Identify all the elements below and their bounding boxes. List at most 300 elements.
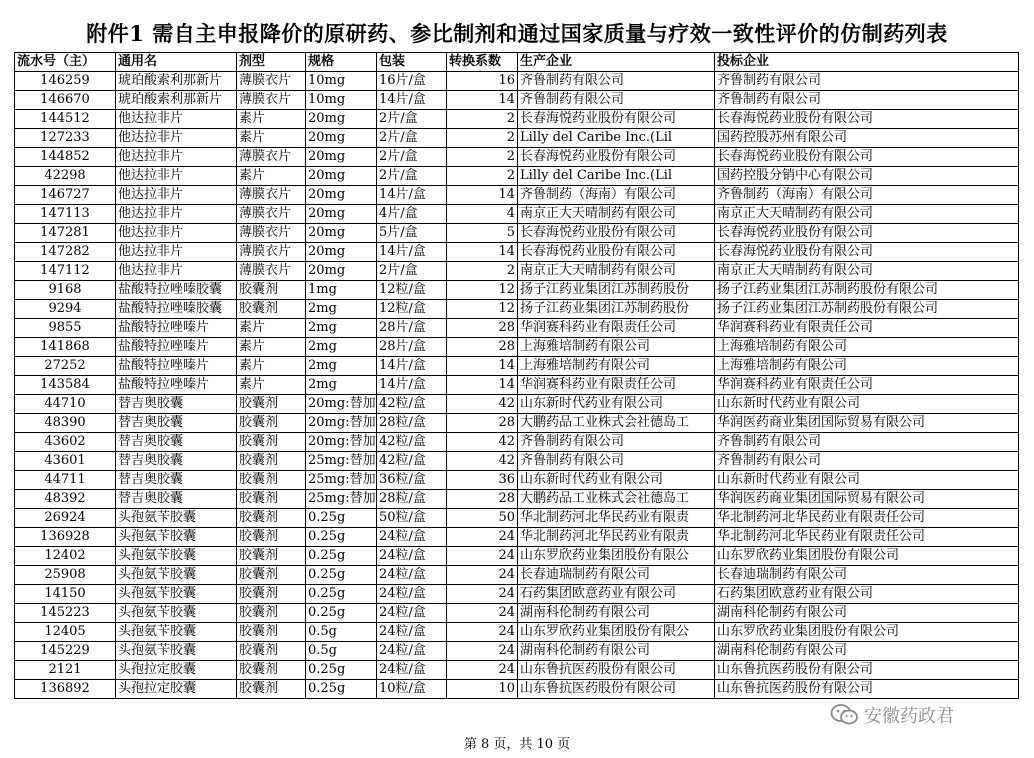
cell-generic-name: 他达拉非片: [116, 262, 237, 281]
col-header-serial: 流水号（主）: [15, 53, 116, 72]
cell-dosage-form: 胶囊剂: [237, 585, 306, 604]
cell-dosage-form: 薄膜衣片: [237, 262, 306, 281]
cell-conversion-factor: 12: [447, 281, 518, 300]
cell-conversion-factor: 10: [447, 680, 518, 699]
cell-serial: 12405: [15, 623, 116, 642]
table-row: [15, 148, 1019, 167]
cell-bidder: 扬子江药业集团江苏制药股份有限公司: [715, 300, 1019, 319]
cell-dosage-form: 素片: [237, 110, 306, 129]
cell-generic-name: 替吉奥胶囊: [116, 490, 237, 509]
cell-generic-name: 他达拉非片: [116, 224, 237, 243]
table-row: [15, 433, 1019, 452]
cell-bidder: 长春迪瑞制药有限公司: [715, 566, 1019, 585]
cell-specification: 20mg: [306, 186, 377, 205]
cell-dosage-form: 胶囊剂: [237, 547, 306, 566]
table-row: [15, 547, 1019, 566]
table-row: [15, 661, 1019, 680]
cell-manufacturer: 齐鲁制药有限公司: [518, 433, 715, 452]
table-row: [15, 376, 1019, 395]
cell-generic-name: 头孢氨苄胶囊: [116, 566, 237, 585]
cell-dosage-form: 素片: [237, 129, 306, 148]
cell-manufacturer: 长春海悦药业股份有限公司: [518, 148, 715, 167]
cell-conversion-factor: 24: [447, 585, 518, 604]
cell-generic-name: 他达拉非片: [116, 110, 237, 129]
cell-generic-name: 头孢拉定胶囊: [116, 661, 237, 680]
cell-serial: 141868: [15, 338, 116, 357]
cell-serial: 9294: [15, 300, 116, 319]
cell-specification: 20mg: [306, 129, 377, 148]
cell-package: 2片/盒: [377, 262, 447, 281]
cell-package: 36粒/盒: [377, 471, 447, 490]
cell-dosage-form: 胶囊剂: [237, 452, 306, 471]
cell-dosage-form: 胶囊剂: [237, 566, 306, 585]
cell-generic-name: 替吉奥胶囊: [116, 414, 237, 433]
cell-manufacturer: 齐鲁制药有限公司: [518, 72, 715, 91]
cell-specification: 0.25g: [306, 547, 377, 566]
cell-conversion-factor: 28: [447, 414, 518, 433]
cell-specification: 1mg: [306, 281, 377, 300]
cell-serial: 143584: [15, 376, 116, 395]
cell-specification: 0.25g: [306, 604, 377, 623]
cell-serial: 48392: [15, 490, 116, 509]
cell-conversion-factor: 24: [447, 566, 518, 585]
cell-dosage-form: 胶囊剂: [237, 300, 306, 319]
col-header-bidder: 投标企业: [715, 53, 1019, 72]
cell-bidder: 山东新时代药业有限公司: [715, 395, 1019, 414]
col-header-generic-name: 通用名: [116, 53, 237, 72]
cell-bidder: 齐鲁制药有限公司: [715, 433, 1019, 452]
cell-manufacturer: 湖南科伦制药有限公司: [518, 604, 715, 623]
cell-generic-name: 盐酸特拉唑嗪片: [116, 338, 237, 357]
table-row: [15, 129, 1019, 148]
cell-generic-name: 替吉奥胶囊: [116, 395, 237, 414]
cell-conversion-factor: 14: [447, 376, 518, 395]
cell-specification: 2mg: [306, 376, 377, 395]
cell-package: 14片/盒: [377, 357, 447, 376]
table-row: [15, 604, 1019, 623]
cell-package: 2片/盒: [377, 129, 447, 148]
cell-generic-name: 盐酸特拉唑嗪胶囊: [116, 281, 237, 300]
cell-manufacturer: 山东罗欣药业集团股份有限公: [518, 547, 715, 566]
cell-dosage-form: 素片: [237, 376, 306, 395]
cell-manufacturer: Lilly del Caribe Inc.(Lil: [518, 167, 715, 186]
col-header-dosage-form: 剂型: [237, 53, 306, 72]
cell-bidder: 山东鲁抗医药股份有限公司: [715, 661, 1019, 680]
cell-serial: 2121: [15, 661, 116, 680]
table-row: [15, 566, 1019, 585]
cell-generic-name: 头孢氨苄胶囊: [116, 528, 237, 547]
table-row: [15, 338, 1019, 357]
cell-manufacturer: 齐鲁制药有限公司: [518, 452, 715, 471]
watermark-text: 安徽药政君: [864, 706, 954, 727]
cell-dosage-form: 薄膜衣片: [237, 224, 306, 243]
cell-bidder: 上海雅培制药有限公司: [715, 338, 1019, 357]
cell-manufacturer: 长春海悦药业股份有限公司: [518, 243, 715, 262]
table-row: [15, 623, 1019, 642]
cell-bidder: 南京正大天晴制药有限公司: [715, 262, 1019, 281]
table-row: [15, 281, 1019, 300]
cell-conversion-factor: 2: [447, 110, 518, 129]
cell-serial: 44710: [15, 395, 116, 414]
cell-serial: 43602: [15, 433, 116, 452]
cell-generic-name: 替吉奥胶囊: [116, 471, 237, 490]
cell-generic-name: 头孢氨苄胶囊: [116, 509, 237, 528]
cell-package: 50粒/盒: [377, 509, 447, 528]
cell-serial: 9168: [15, 281, 116, 300]
cell-dosage-form: 素片: [237, 319, 306, 338]
cell-bidder: 长春海悦药业股份有限公司: [715, 110, 1019, 129]
col-header-conversion-factor: 转换系数: [447, 53, 518, 72]
cell-package: 24粒/盒: [377, 547, 447, 566]
cell-package: 42粒/盒: [377, 452, 447, 471]
cell-package: 28粒/盒: [377, 490, 447, 509]
cell-serial: 127233: [15, 129, 116, 148]
cell-serial: 48390: [15, 414, 116, 433]
cell-serial: 12402: [15, 547, 116, 566]
col-header-package: 包装: [377, 53, 447, 72]
cell-specification: 20mg:替加: [306, 414, 377, 433]
col-header-specification: 规格: [306, 53, 377, 72]
cell-dosage-form: 胶囊剂: [237, 414, 306, 433]
cell-manufacturer: 长春海悦药业股份有限公司: [518, 110, 715, 129]
cell-manufacturer: 扬子江药业集团江苏制药股份: [518, 300, 715, 319]
cell-conversion-factor: 24: [447, 547, 518, 566]
cell-specification: 0.25g: [306, 528, 377, 547]
cell-conversion-factor: 16: [447, 72, 518, 91]
cell-conversion-factor: 24: [447, 604, 518, 623]
cell-generic-name: 头孢拉定胶囊: [116, 680, 237, 699]
table-row: [15, 243, 1019, 262]
cell-bidder: 国药控股分销中心有限公司: [715, 167, 1019, 186]
table-row: [15, 319, 1019, 338]
page-number: 第 8 页，共 10 页: [463, 737, 571, 752]
cell-specification: 10mg: [306, 91, 377, 110]
cell-generic-name: 琥珀酸索利那新片: [116, 72, 237, 91]
cell-generic-name: 盐酸特拉唑嗪片: [116, 319, 237, 338]
cell-serial: 44711: [15, 471, 116, 490]
cell-specification: 25mg:替加: [306, 490, 377, 509]
table-row: [15, 262, 1019, 281]
cell-generic-name: 他达拉非片: [116, 243, 237, 262]
cell-dosage-form: 薄膜衣片: [237, 72, 306, 91]
cell-bidder: 南京正大天晴制药有限公司: [715, 205, 1019, 224]
cell-conversion-factor: 2: [447, 262, 518, 281]
cell-specification: 20mg:替加: [306, 433, 377, 452]
cell-conversion-factor: 36: [447, 471, 518, 490]
table-row: [15, 528, 1019, 547]
cell-bidder: 山东罗欣药业集团股份有限公司: [715, 623, 1019, 642]
table-row: [15, 205, 1019, 224]
cell-package: 4片/盒: [377, 205, 447, 224]
cell-package: 14片/盒: [377, 243, 447, 262]
cell-dosage-form: 胶囊剂: [237, 661, 306, 680]
table-row: [15, 395, 1019, 414]
cell-generic-name: 替吉奥胶囊: [116, 433, 237, 452]
cell-dosage-form: 胶囊剂: [237, 490, 306, 509]
cell-package: 42粒/盒: [377, 395, 447, 414]
cell-dosage-form: 胶囊剂: [237, 395, 306, 414]
cell-manufacturer: 上海雅培制药有限公司: [518, 357, 715, 376]
cell-dosage-form: 薄膜衣片: [237, 91, 306, 110]
cell-dosage-form: 薄膜衣片: [237, 205, 306, 224]
cell-serial: 27252: [15, 357, 116, 376]
cell-specification: 25mg:替加: [306, 452, 377, 471]
cell-serial: 136892: [15, 680, 116, 699]
cell-package: 28粒/盒: [377, 414, 447, 433]
cell-conversion-factor: 28: [447, 490, 518, 509]
cell-dosage-form: 胶囊剂: [237, 281, 306, 300]
cell-conversion-factor: 14: [447, 91, 518, 110]
cell-bidder: 长春海悦药业股份有限公司: [715, 243, 1019, 262]
cell-serial: 146670: [15, 91, 116, 110]
cell-package: 14片/盒: [377, 91, 447, 110]
cell-manufacturer: 华润赛科药业有限责任公司: [518, 319, 715, 338]
cell-specification: 20mg: [306, 167, 377, 186]
cell-manufacturer: 长春海悦药业股份有限公司: [518, 224, 715, 243]
table-row: [15, 585, 1019, 604]
cell-dosage-form: 胶囊剂: [237, 471, 306, 490]
cell-serial: 9855: [15, 319, 116, 338]
cell-dosage-form: 素片: [237, 167, 306, 186]
cell-serial: 43601: [15, 452, 116, 471]
cell-bidder: 华北制药河北华民药业有限责任公司: [715, 528, 1019, 547]
cell-generic-name: 他达拉非片: [116, 186, 237, 205]
cell-generic-name: 琥珀酸索利那新片: [116, 91, 237, 110]
cell-specification: 0.5g: [306, 642, 377, 661]
cell-bidder: 山东罗欣药业集团股份有限公司: [715, 547, 1019, 566]
cell-serial: 25908: [15, 566, 116, 585]
cell-serial: 14150: [15, 585, 116, 604]
cell-generic-name: 盐酸特拉唑嗪片: [116, 376, 237, 395]
cell-manufacturer: 上海雅培制药有限公司: [518, 338, 715, 357]
cell-package: 2片/盒: [377, 110, 447, 129]
cell-package: 5片/盒: [377, 224, 447, 243]
cell-serial: 136928: [15, 528, 116, 547]
table-row: [15, 509, 1019, 528]
cell-package: 24粒/盒: [377, 623, 447, 642]
cell-manufacturer: 山东鲁抗医药股份有限公司: [518, 661, 715, 680]
cell-bidder: 华北制药河北华民药业有限责任公司: [715, 509, 1019, 528]
cell-specification: 0.5g: [306, 623, 377, 642]
cell-specification: 20mg: [306, 243, 377, 262]
cell-serial: 147282: [15, 243, 116, 262]
cell-serial: 147281: [15, 224, 116, 243]
table-row: [15, 167, 1019, 186]
cell-specification: 20mg:替加: [306, 395, 377, 414]
cell-generic-name: 头孢氨苄胶囊: [116, 585, 237, 604]
cell-specification: 20mg: [306, 224, 377, 243]
col-header-manufacturer: 生产企业: [518, 53, 715, 72]
cell-specification: 0.25g: [306, 680, 377, 699]
cell-serial: 42298: [15, 167, 116, 186]
cell-generic-name: 他达拉非片: [116, 167, 237, 186]
cell-conversion-factor: 14: [447, 243, 518, 262]
cell-generic-name: 替吉奥胶囊: [116, 452, 237, 471]
cell-generic-name: 盐酸特拉唑嗪胶囊: [116, 300, 237, 319]
cell-bidder: 齐鲁制药（海南）有限公司: [715, 186, 1019, 205]
cell-package: 24粒/盒: [377, 566, 447, 585]
cell-conversion-factor: 42: [447, 395, 518, 414]
cell-conversion-factor: 2: [447, 167, 518, 186]
table-row: [15, 91, 1019, 110]
cell-dosage-form: 素片: [237, 357, 306, 376]
cell-conversion-factor: 28: [447, 338, 518, 357]
cell-package: 2片/盒: [377, 167, 447, 186]
cell-specification: 2mg: [306, 338, 377, 357]
cell-package: 42粒/盒: [377, 433, 447, 452]
cell-specification: 0.25g: [306, 661, 377, 680]
cell-conversion-factor: 24: [447, 661, 518, 680]
table-row: [15, 300, 1019, 319]
cell-package: 14片/盒: [377, 376, 447, 395]
cell-specification: 0.25g: [306, 566, 377, 585]
cell-manufacturer: 石药集团欧意药业有限公司: [518, 585, 715, 604]
cell-specification: 10mg: [306, 72, 377, 91]
cell-conversion-factor: 12: [447, 300, 518, 319]
watermark: [830, 702, 954, 728]
cell-manufacturer: 大鹏药品工业株式会社德岛工: [518, 490, 715, 509]
cell-specification: 2mg: [306, 357, 377, 376]
cell-manufacturer: 齐鲁制药（海南）有限公司: [518, 186, 715, 205]
cell-bidder: 华润医药商业集团国际贸易有限公司: [715, 490, 1019, 509]
cell-manufacturer: 山东鲁抗医药股份有限公司: [518, 680, 715, 699]
cell-conversion-factor: 14: [447, 186, 518, 205]
cell-manufacturer: 湖南科伦制药有限公司: [518, 642, 715, 661]
table-row: [15, 110, 1019, 129]
cell-package: 16片/盒: [377, 72, 447, 91]
cell-dosage-form: 薄膜衣片: [237, 148, 306, 167]
table-row: [15, 357, 1019, 376]
cell-manufacturer: 山东新时代药业有限公司: [518, 471, 715, 490]
cell-manufacturer: 山东罗欣药业集团股份有限公: [518, 623, 715, 642]
table-row: [15, 414, 1019, 433]
table-row: [15, 186, 1019, 205]
cell-specification: 20mg: [306, 148, 377, 167]
cell-package: 28片/盒: [377, 338, 447, 357]
cell-manufacturer: 长春迪瑞制药有限公司: [518, 566, 715, 585]
cell-bidder: 山东鲁抗医药股份有限公司: [715, 680, 1019, 699]
cell-conversion-factor: 24: [447, 642, 518, 661]
cell-bidder: 石药集团欧意药业有限公司: [715, 585, 1019, 604]
cell-conversion-factor: 50: [447, 509, 518, 528]
cell-conversion-factor: 24: [447, 623, 518, 642]
table-row: [15, 224, 1019, 243]
cell-serial: 145223: [15, 604, 116, 623]
cell-bidder: 华润赛科药业有限责任公司: [715, 376, 1019, 395]
cell-dosage-form: 薄膜衣片: [237, 186, 306, 205]
cell-manufacturer: 扬子江药业集团江苏制药股份: [518, 281, 715, 300]
cell-conversion-factor: 5: [447, 224, 518, 243]
cell-conversion-factor: 4: [447, 205, 518, 224]
cell-serial: 146727: [15, 186, 116, 205]
cell-manufacturer: 华北制药河北华民药业有限责: [518, 528, 715, 547]
cell-bidder: 国药控股苏州有限公司: [715, 129, 1019, 148]
cell-package: 10粒/盒: [377, 680, 447, 699]
table-body: [15, 72, 1019, 699]
cell-dosage-form: 胶囊剂: [237, 623, 306, 642]
cell-dosage-form: 胶囊剂: [237, 509, 306, 528]
cell-bidder: 华润赛科药业有限责任公司: [715, 319, 1019, 338]
cell-dosage-form: 胶囊剂: [237, 642, 306, 661]
cell-generic-name: 他达拉非片: [116, 129, 237, 148]
cell-manufacturer: 华润赛科药业有限责任公司: [518, 376, 715, 395]
cell-conversion-factor: 42: [447, 433, 518, 452]
cell-specification: 20mg: [306, 110, 377, 129]
cell-dosage-form: 薄膜衣片: [237, 243, 306, 262]
cell-bidder: 华润医药商业集团国际贸易有限公司: [715, 414, 1019, 433]
cell-serial: 146259: [15, 72, 116, 91]
drug-list-table: [14, 52, 1019, 699]
table-row: [15, 452, 1019, 471]
cell-serial: 147113: [15, 205, 116, 224]
cell-dosage-form: 胶囊剂: [237, 604, 306, 623]
cell-serial: 26924: [15, 509, 116, 528]
cell-package: 24粒/盒: [377, 642, 447, 661]
cell-dosage-form: 胶囊剂: [237, 528, 306, 547]
cell-specification: 25mg:替加: [306, 471, 377, 490]
cell-bidder: 湖南科伦制药有限公司: [715, 642, 1019, 661]
table-row: [15, 471, 1019, 490]
wechat-icon: [830, 703, 860, 727]
cell-bidder: 扬子江药业集团江苏制药股份有限公司: [715, 281, 1019, 300]
cell-conversion-factor: 28: [447, 319, 518, 338]
table-row: [15, 490, 1019, 509]
cell-specification: 2mg: [306, 300, 377, 319]
cell-generic-name: 他达拉非片: [116, 205, 237, 224]
document-title: 附件1 需自主申报降价的原研药、参比制剂和通过国家质量与疗效一致性评价的仿制药列表: [86, 21, 948, 46]
cell-serial: 144852: [15, 148, 116, 167]
cell-package: 28片/盒: [377, 319, 447, 338]
cell-bidder: 上海雅培制药有限公司: [715, 357, 1019, 376]
table-row: [15, 680, 1019, 699]
table-header-row: [15, 53, 1019, 72]
cell-generic-name: 头孢氨苄胶囊: [116, 623, 237, 642]
cell-bidder: 齐鲁制药有限公司: [715, 72, 1019, 91]
cell-serial: 147112: [15, 262, 116, 281]
cell-bidder: 长春海悦药业股份有限公司: [715, 148, 1019, 167]
cell-generic-name: 头孢氨苄胶囊: [116, 604, 237, 623]
cell-specification: 0.25g: [306, 585, 377, 604]
cell-dosage-form: 素片: [237, 338, 306, 357]
cell-conversion-factor: 14: [447, 357, 518, 376]
cell-package: 24粒/盒: [377, 661, 447, 680]
cell-manufacturer: 山东新时代药业有限公司: [518, 395, 715, 414]
cell-conversion-factor: 2: [447, 148, 518, 167]
cell-serial: 145229: [15, 642, 116, 661]
cell-generic-name: 他达拉非片: [116, 148, 237, 167]
cell-bidder: 长春海悦药业股份有限公司: [715, 224, 1019, 243]
cell-package: 24粒/盒: [377, 585, 447, 604]
cell-bidder: 山东新时代药业有限公司: [715, 471, 1019, 490]
cell-specification: 20mg: [306, 205, 377, 224]
cell-specification: 20mg: [306, 262, 377, 281]
cell-manufacturer: Lilly del Caribe Inc.(Lil: [518, 129, 715, 148]
cell-generic-name: 头孢氨苄胶囊: [116, 642, 237, 661]
cell-package: 24粒/盒: [377, 604, 447, 623]
table-row: [15, 72, 1019, 91]
cell-generic-name: 头孢氨苄胶囊: [116, 547, 237, 566]
cell-package: 24粒/盒: [377, 528, 447, 547]
cell-manufacturer: 华北制药河北华民药业有限责: [518, 509, 715, 528]
cell-conversion-factor: 2: [447, 129, 518, 148]
cell-bidder: 齐鲁制药有限公司: [715, 452, 1019, 471]
cell-manufacturer: 南京正大天晴制药有限公司: [518, 262, 715, 281]
cell-package: 2片/盒: [377, 148, 447, 167]
cell-dosage-form: 胶囊剂: [237, 680, 306, 699]
cell-package: 14片/盒: [377, 186, 447, 205]
cell-manufacturer: 齐鲁制药有限公司: [518, 91, 715, 110]
cell-package: 12粒/盒: [377, 300, 447, 319]
